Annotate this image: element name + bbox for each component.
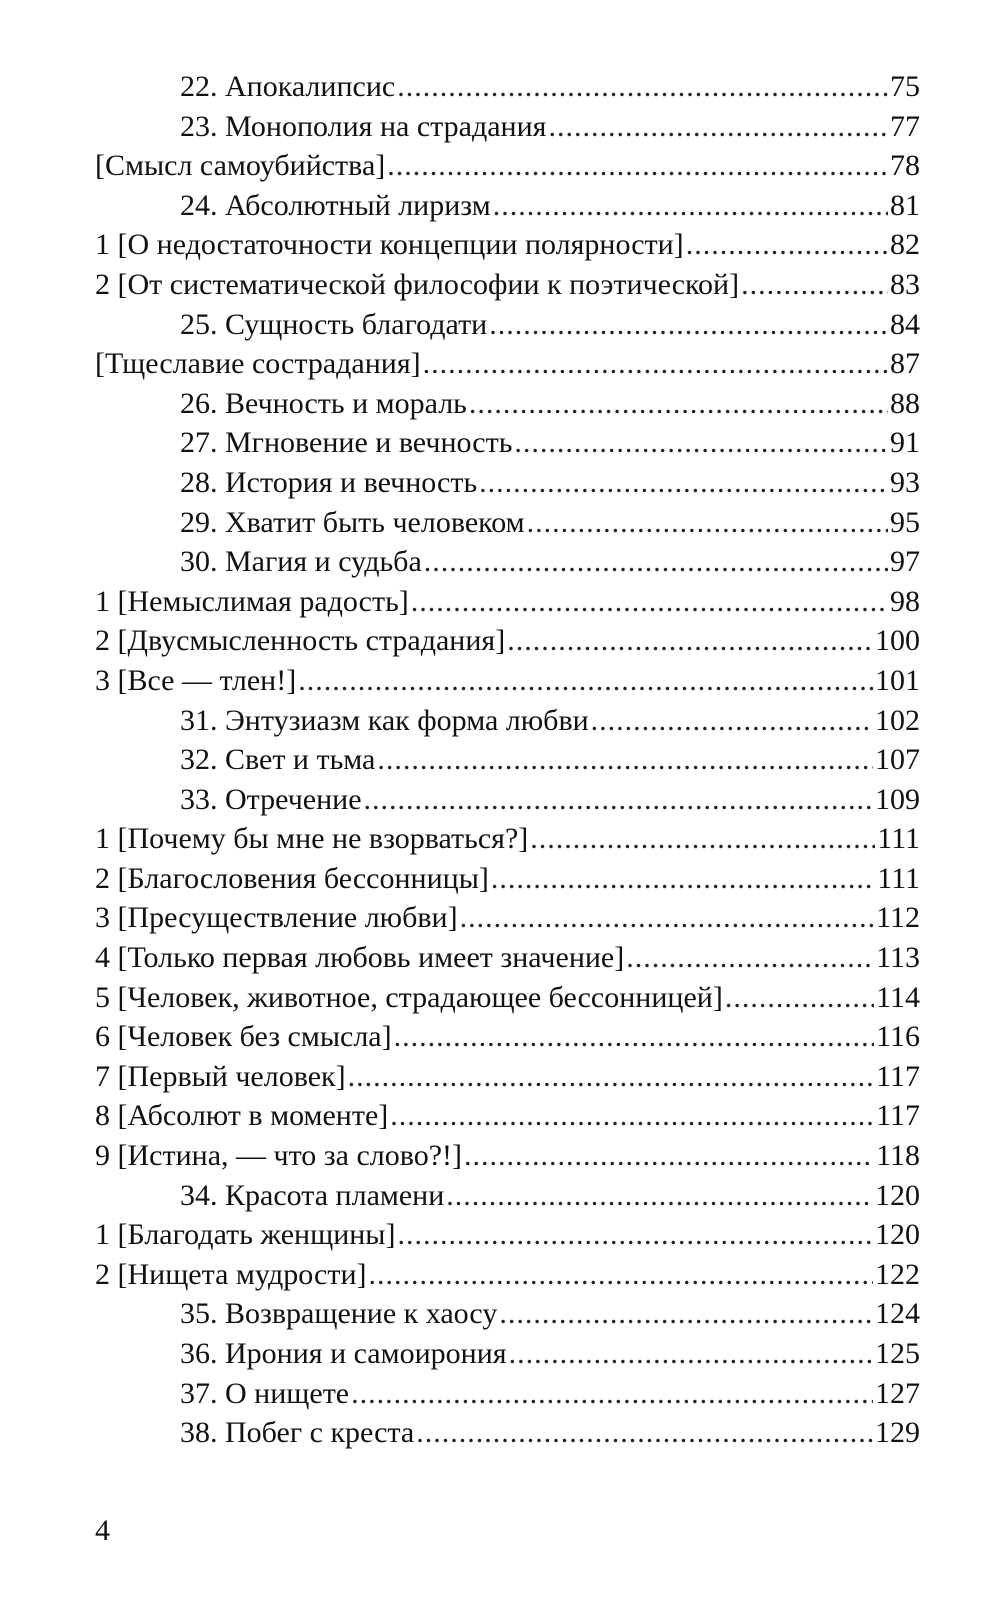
toc-entry-page: 111 (877, 861, 920, 895)
toc-entry-title: 1 [Почему бы мне не взорваться?] (95, 822, 529, 856)
dot-leader (397, 67, 888, 107)
dot-leader (548, 107, 888, 147)
toc-entry (95, 938, 920, 978)
dot-leader (509, 1334, 873, 1374)
toc-entry-page: 127 (875, 1376, 920, 1410)
toc-entry (95, 265, 920, 305)
dot-leader (423, 344, 888, 384)
toc-entry (95, 542, 920, 582)
toc-entry (95, 701, 920, 741)
toc-entry-page: 113 (876, 941, 920, 975)
toc-entry (95, 780, 920, 820)
toc-entry (95, 1017, 920, 1057)
toc-entry-page: 122 (875, 1257, 920, 1291)
toc-entry (95, 859, 920, 899)
toc-entry (95, 146, 920, 186)
toc-entry (95, 305, 920, 345)
toc-entry-title: 25. Сущность благодати (180, 307, 488, 341)
dot-leader (493, 186, 888, 226)
toc-entry-page: 75 (890, 70, 920, 103)
toc-entry-page: 77 (890, 109, 920, 143)
dot-leader (499, 1294, 873, 1334)
toc-entry (95, 1176, 920, 1216)
toc-entry-page: 124 (875, 1297, 920, 1331)
dot-leader (369, 1255, 874, 1295)
toc-entry (95, 1096, 920, 1136)
dot-leader (527, 503, 888, 543)
toc-entry-page: 111 (877, 822, 920, 856)
dot-leader (446, 1176, 873, 1216)
toc-entry-page: 129 (875, 1416, 920, 1450)
page-number: 4 (95, 1514, 110, 1547)
toc-entry (95, 186, 920, 226)
toc-entry-title: 24. Абсолютный лиризм (180, 188, 491, 222)
toc-entry-title: 27. Мгновение и вечность (180, 426, 513, 460)
dot-leader (460, 898, 875, 938)
dot-leader (411, 582, 888, 622)
dot-leader (507, 621, 873, 661)
toc-entry (95, 384, 920, 424)
dot-leader (741, 265, 888, 305)
toc-entry (95, 582, 920, 622)
toc-entry (95, 1136, 920, 1176)
dot-leader (686, 225, 888, 265)
toc-entry-page: 87 (890, 347, 920, 381)
dot-leader (489, 305, 888, 345)
toc-entry (95, 740, 920, 780)
toc-entry-page: 100 (875, 624, 920, 658)
toc-entry (95, 621, 920, 661)
toc-entry-title: 28. История и вечность (180, 465, 478, 499)
toc-entry-title: 37. О нищете (180, 1376, 350, 1410)
toc-entry-title: 38. Побег с креста (180, 1416, 415, 1450)
toc-entry (95, 107, 920, 147)
dot-leader (397, 1215, 873, 1255)
toc-entry-page: 78 (890, 149, 920, 183)
toc-entry-title: 34. Красота пламени (180, 1178, 445, 1212)
toc-entry-page: 116 (876, 1020, 920, 1054)
dot-leader (530, 819, 875, 859)
toc-entry-title: 1 [Благодать женщины] (95, 1218, 396, 1252)
toc-entry (95, 1334, 920, 1374)
toc-entry (95, 463, 920, 503)
dot-leader (394, 1017, 875, 1057)
toc-entry-title: 4 [Только первая любовь имеет значение] (95, 941, 625, 975)
toc-entry-title: 7 [Первый человек] (95, 1059, 346, 1093)
toc-entry-title: 1 [Немыслимая радость] (95, 584, 409, 618)
toc-entry-page: 117 (876, 1059, 920, 1093)
toc-entry-page: 81 (890, 188, 920, 222)
toc-entry-page: 117 (876, 1099, 920, 1133)
toc-entry-title: 5 [Человек, животное, страдающее бессонницей] (95, 980, 723, 1014)
toc-entry-title: 3 [Пресуществление любви] (95, 901, 458, 935)
toc-entry-title: 36. Ирония и самоирония (180, 1337, 507, 1370)
toc-entry (95, 503, 920, 543)
toc-entry-page: 120 (875, 1178, 920, 1212)
toc-entry-title: 6 [Человек без смысла] (95, 1020, 392, 1054)
toc-entry-page: 120 (875, 1218, 920, 1252)
toc-entry-title: 32. Свет и тьма (180, 743, 376, 777)
toc-entry-page: 102 (875, 703, 920, 737)
toc-entry-title: 35. Возвращение к хаосу (180, 1297, 498, 1331)
toc-entry-page: 95 (890, 505, 920, 539)
toc-entry (95, 67, 920, 107)
dot-leader (298, 661, 873, 701)
toc-entry-page: 114 (876, 980, 920, 1014)
toc-entry-title: 26. Вечность и мораль (180, 386, 467, 420)
toc-entry (95, 1374, 920, 1414)
toc-entry (95, 898, 920, 938)
toc-entry (95, 1057, 920, 1097)
toc-entry-title: 1 [О недостаточности концепции полярности] (95, 228, 684, 262)
toc-entry-title: 3 [Все — тлен!] (95, 663, 297, 697)
toc-entry (95, 1294, 920, 1334)
toc-entry-page: 112 (876, 901, 920, 935)
toc-entry-title: 2 [Нищета мудрости] (95, 1257, 367, 1291)
toc-entry (95, 978, 920, 1018)
toc-entry (95, 819, 920, 859)
table-of-contents (95, 67, 920, 1453)
dot-leader (351, 1374, 873, 1414)
toc-entry (95, 423, 920, 463)
toc-entry-page: 82 (890, 228, 920, 262)
toc-entry-page: 107 (875, 743, 920, 777)
dot-leader (591, 701, 873, 741)
dot-leader (387, 146, 888, 186)
toc-entry-title: 2 [Благословения бессонницы] (95, 861, 489, 895)
toc-entry-title: 2 [От систематической философии к поэтической] (95, 267, 740, 301)
toc-entry-title: 22. Апокалипсис (180, 70, 396, 103)
toc-entry-title: 8 [Абсолют в моменте] (95, 1099, 389, 1133)
toc-entry-page: 125 (875, 1337, 920, 1370)
dot-leader (491, 859, 875, 899)
dot-leader (479, 463, 888, 503)
dot-leader (725, 978, 874, 1018)
dot-leader (464, 1136, 874, 1176)
toc-entry (95, 1215, 920, 1255)
toc-entry (95, 344, 920, 384)
toc-entry-page: 101 (875, 663, 920, 697)
toc-entry-page: 93 (890, 465, 920, 499)
toc-entry (95, 661, 920, 701)
dot-leader (626, 938, 874, 978)
toc-entry-title: 30. Магия и судьба (180, 545, 422, 579)
toc-entry-page: 88 (890, 386, 920, 420)
toc-entry (95, 225, 920, 265)
toc-entry-title: [Тщеславие сострадания] (95, 347, 421, 381)
toc-entry-page: 91 (890, 426, 920, 460)
toc-entry-page: 118 (876, 1139, 920, 1173)
dot-leader (514, 423, 888, 463)
toc-entry-title: 29. Хватит быть человеком (180, 505, 525, 539)
dot-leader (364, 780, 873, 820)
toc-entry-title: 2 [Двусмысленность страдания] (95, 624, 506, 658)
dot-leader (469, 384, 888, 424)
toc-entry (95, 1413, 920, 1453)
toc-entry-title: 23. Монополия на страдания (180, 109, 547, 143)
toc-entry-page: 98 (890, 584, 920, 618)
toc-entry (95, 1255, 920, 1295)
dot-leader (348, 1057, 875, 1097)
toc-entry-page: 109 (875, 782, 920, 816)
toc-entry-page: 84 (890, 307, 920, 341)
dot-leader (416, 1413, 873, 1453)
toc-entry-title: 33. Отречение (180, 782, 362, 816)
toc-entry-title: 9 [Истина, — что за слово?!] (95, 1139, 463, 1173)
toc-entry-page: 83 (890, 267, 920, 301)
dot-leader (390, 1096, 874, 1136)
toc-entry-title: 31. Энтузиазм как форма любви (180, 703, 589, 737)
toc-entry-title: [Смысл самоубийства] (95, 149, 386, 183)
dot-leader (377, 740, 873, 780)
toc-entry-page: 97 (890, 545, 920, 579)
dot-leader (424, 542, 888, 582)
